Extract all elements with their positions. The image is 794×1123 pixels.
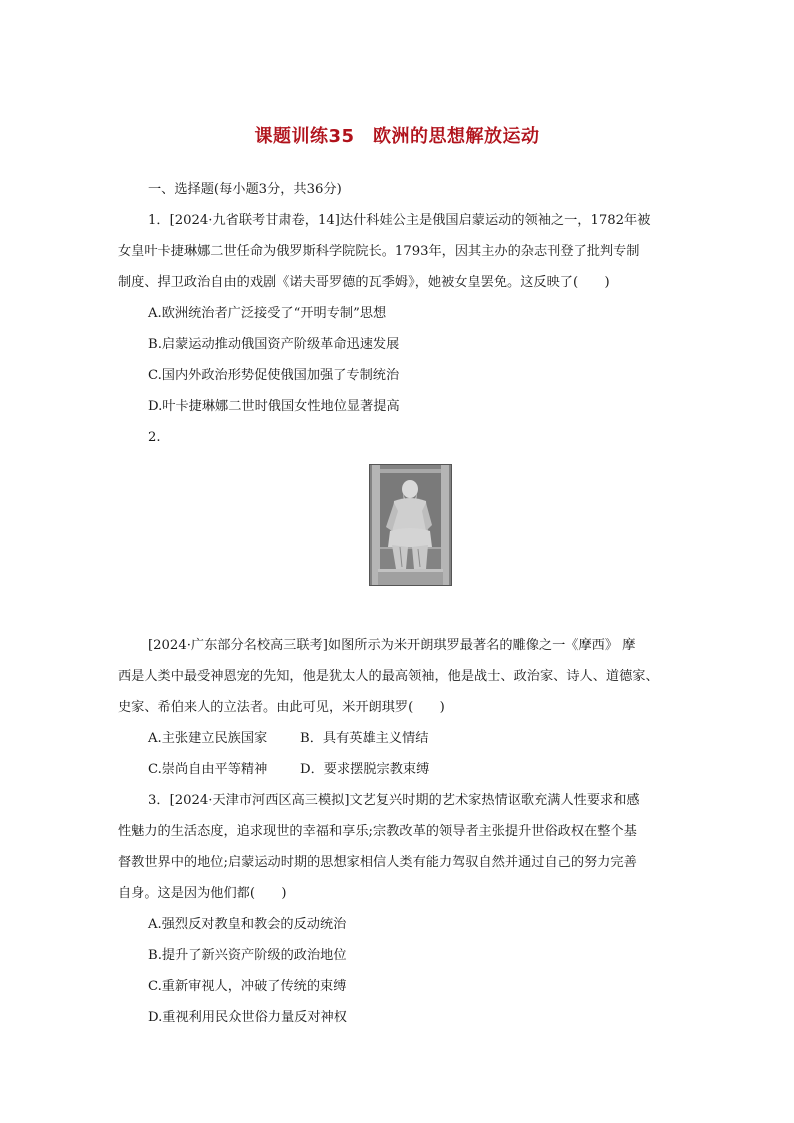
- q3-stem-line-3: 督教世界中的地位;启蒙运动时期的思想家相信人类有能力驾驭自然并通过自己的努力完善: [118, 855, 637, 870]
- q1-stem-line-3: 制度、捍卫政治自由的戏剧《诺夫哥罗德的瓦季姆》，她被女皇罢免。这反映了( ): [118, 275, 610, 290]
- q2-stem-line-2: 西是人类中最受神恩宠的先知，他是犹太人的最高领袖，他是战士、政治家、诗人、道德家、: [118, 669, 659, 684]
- q2-stem-line-1: [2024·广东部分名校高三联考]如图所示为米开朗琪罗最著名的雕像之一《摩西》 摩: [148, 638, 636, 653]
- q2-option-d: D．要求摆脱宗教束缚: [300, 762, 430, 777]
- q3-stem-line-4: 自身。这是因为他们都( ): [118, 886, 287, 901]
- q1-stem-line-1: 1．[2024·九省联考甘肃卷，14]达什科娃公主是俄国启蒙运动的领袖之一，1782年被: [148, 213, 651, 228]
- q2-option-a: A.主张建立民族国家: [148, 731, 268, 746]
- moses-statue-image: [369, 464, 452, 586]
- q3-option-b: B.提升了新兴资产阶级的政治地位: [148, 948, 347, 963]
- q3-option-c: C.重新审视人，冲破了传统的束缚: [148, 979, 347, 994]
- section-header: 一、选择题(每小题3分，共36分): [148, 182, 342, 197]
- page-title: 课题训练35 欧洲的思想解放运动: [254, 126, 540, 147]
- q1-stem-line-2: 女皇叶卡捷琳娜二世任命为俄罗斯科学院院长。1793年，因其主办的杂志刊登了批判专制: [118, 244, 640, 259]
- q2-option-b: B．具有英雄主义情结: [300, 731, 429, 746]
- q3-stem-line-2: 性魅力的生活态度，追求现世的幸福和享乐;宗教改革的领导者主张提升世俗政权在整个基: [118, 824, 637, 839]
- q1-option-b: B.启蒙运动推动俄国资产阶级革命迅速发展: [148, 337, 400, 352]
- q1-option-d: D.叶卡捷琳娜二世时俄国女性地位显著提高: [148, 399, 400, 414]
- q3-stem-line-1: 3．[2024·天津市河西区高三模拟]文艺复兴时期的艺术家热情讴歌充满人性要求和感: [148, 793, 640, 808]
- q1-option-c: C.国内外政治形势促使俄国加强了专制统治: [148, 368, 400, 383]
- q3-option-d: D.重视利用民众世俗力量反对神权: [148, 1010, 347, 1025]
- q2-option-c: C.崇尚自由平等精神: [148, 762, 268, 777]
- q2-number: 2.: [148, 430, 161, 445]
- q3-option-a: A.强烈反对教皇和教会的反动统治: [148, 917, 347, 932]
- q2-stem-line-3: 史家、希伯来人的立法者。由此可见，米开朗琪罗( ): [118, 700, 445, 715]
- q1-option-a: A.欧洲统治者广泛接受了“开明专制”思想: [148, 306, 387, 321]
